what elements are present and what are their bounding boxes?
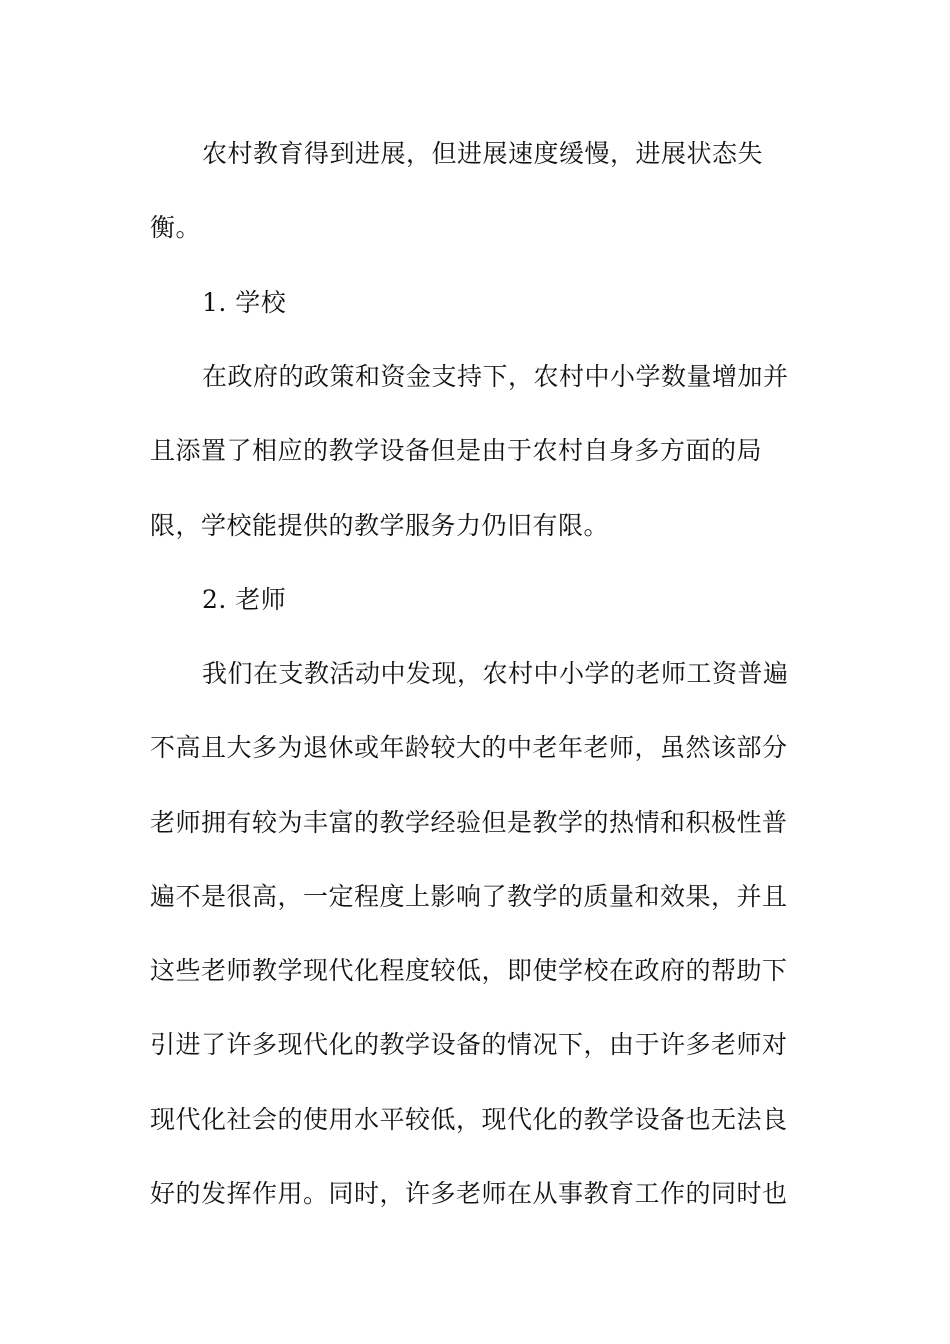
paragraph-line: 限，学校能提供的教学服务力仍旧有限。 <box>150 511 610 540</box>
paragraph-line: 现代化社会的使用水平较低，现代化的教学设备也无法良 <box>150 1105 788 1134</box>
paragraph-line: 引进了许多现代化的教学设备的情况下，由于许多老师对 <box>150 1030 788 1059</box>
paragraph-line: 不高且大多为退休或年龄较大的中老年老师，虽然该部分 <box>150 733 788 762</box>
paragraph-line: 且添置了相应的教学设备但是由于农村自身多方面的局 <box>150 436 763 465</box>
paragraph-line: 老师拥有较为丰富的教学经验但是教学的热情和积极性普 <box>150 808 788 837</box>
paragraph-line: 这些老师教学现代化程度较低，即使学校在政府的帮助下 <box>150 956 788 985</box>
paragraph-line: 我们在支教活动中发现，农村中小学的老师工资普遍 <box>202 659 789 688</box>
paragraph-line: 农村教育得到进展，但进展速度缓慢，进展状态失 <box>202 139 764 168</box>
section-heading-school: 1. 学校 <box>202 288 287 317</box>
paragraph-line: 衡。 <box>150 213 202 242</box>
paragraph-line: 好的发挥作用。同时，许多老师在从事教育工作的同时也 <box>150 1179 788 1208</box>
paragraph-line: 遍不是很高，一定程度上影响了教学的质量和效果，并且 <box>150 882 788 911</box>
section-heading-teacher: 2. 老师 <box>202 585 287 614</box>
paragraph-line: 在政府的政策和资金支持下，农村中小学数量增加并 <box>202 362 789 391</box>
